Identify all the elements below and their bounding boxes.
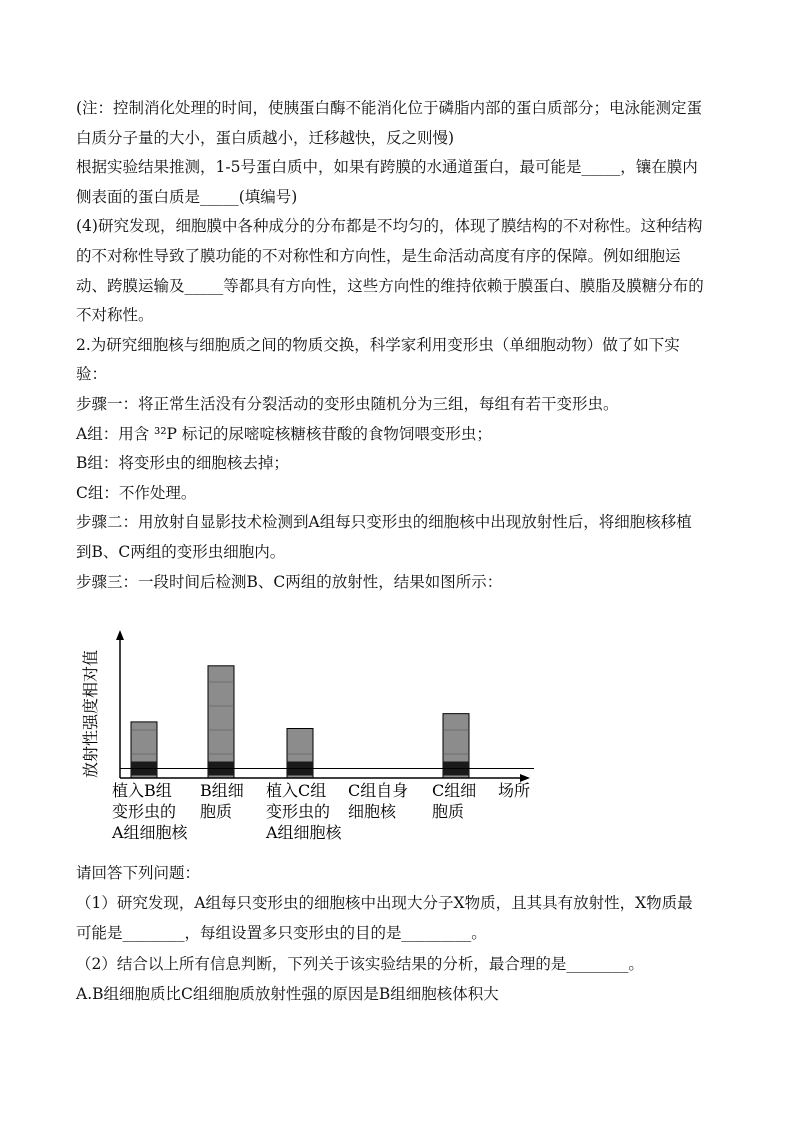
text-line: 步骤二：用放射自显影技术检测到A组每只变形虫的细胞核中出现放射性后，将细胞核移植 <box>76 513 692 532</box>
x-category-label: A组细胞核 <box>266 823 342 842</box>
x-category-label: 植入C组 <box>266 781 327 800</box>
text-line: 验： <box>76 365 108 384</box>
radioactivity-bar-chart <box>72 628 542 858</box>
chart-bars <box>131 666 469 778</box>
y-axis-arrow <box>116 630 124 640</box>
text-line: （1）研究发现，A组每只变形虫的细胞核中出现大分子X物质，且其具有放射性，X物质最 <box>76 894 693 913</box>
text-line: 步骤一：将正常生活没有分裂活动的变形虫随机分为三组，每组有若干变形虫。 <box>76 395 619 413</box>
x-category-label: 变形虫的 <box>266 802 331 821</box>
x-category-label: 植入B组 <box>112 781 172 800</box>
text-line: 步骤三：一段时间后检测B、C两组的放射性，结果如图所示： <box>76 572 503 591</box>
text-line: (注：控制消化处理的时间，使胰蛋白酶不能消化位于磷脂内部的蛋白质部分；电泳能测定蛋 <box>76 99 703 117</box>
x-category-label: 变形虫的 <box>112 802 177 821</box>
text-line: 白质分子量的大小，蛋白质越小，迁移越快，反之则慢) <box>76 128 455 147</box>
x-category-label: 胞质 <box>200 802 233 821</box>
x-category-label: B组细 <box>200 781 244 800</box>
text-line: (4)研究发现，细胞膜中各种成分的分布都是不均匀的，体现了膜结构的不对称性。这种结构 <box>76 217 703 236</box>
x-axis-label: 场所 <box>498 781 531 800</box>
text-line: 可能是________，每组设置多只变形虫的目的是_________。 <box>76 924 487 943</box>
x-category-label: A组细胞核 <box>112 823 188 842</box>
text-line: A.B组细胞质比C组细胞质放射性强的原因是B组细胞核体积大 <box>76 984 499 1003</box>
text-line: 的不对称性导致了膜功能的不对称性和方向性，是生命活动高度有序的保障。例如细胞运 <box>76 247 681 265</box>
text-line: 不对称性。 <box>76 306 154 325</box>
x-category-label: C组细 <box>432 781 477 800</box>
text-line: B组：将变形虫的细胞核去掉； <box>76 454 289 473</box>
x-category-label: 细胞核 <box>348 802 397 821</box>
bar-2 <box>208 666 234 778</box>
x-category-labels <box>111 781 476 842</box>
text-line: 根据实验结果推测，1-5号蛋白质中，如果有跨膜的水通道蛋白，最可能是_____，镶在膜内 <box>76 158 698 177</box>
x-category-label: C组自身 <box>348 781 409 800</box>
text-line: 侧表面的蛋白质是_____(填编号) <box>76 187 298 206</box>
text-line: 2.为研究细胞核与细胞质之间的物质交换，科学家利用变形虫（单细胞动物）做了如下实 <box>76 335 680 354</box>
y-axis-label: 放射性强度相对值 <box>81 649 100 778</box>
text-line: 到B、C两组的变形虫细胞内。 <box>76 543 286 561</box>
text-line: （2）结合以上所有信息判断，下列关于该实验结果的分析，最合理的是________。 <box>76 954 644 973</box>
text-line: 请回答下列问题： <box>76 864 201 882</box>
text-line: A组：用含 ³²P 标记的尿嘧啶核糖核苷酸的食物饲喂变形虫； <box>76 424 492 443</box>
text-line: C组：不作处理。 <box>76 483 197 502</box>
x-category-label: 胞质 <box>432 802 465 821</box>
text-line: 动、跨膜运输及_____等都具有方向性，这些方向性的维持依赖于膜蛋白、膜脂及膜糖分布的 <box>76 276 704 295</box>
